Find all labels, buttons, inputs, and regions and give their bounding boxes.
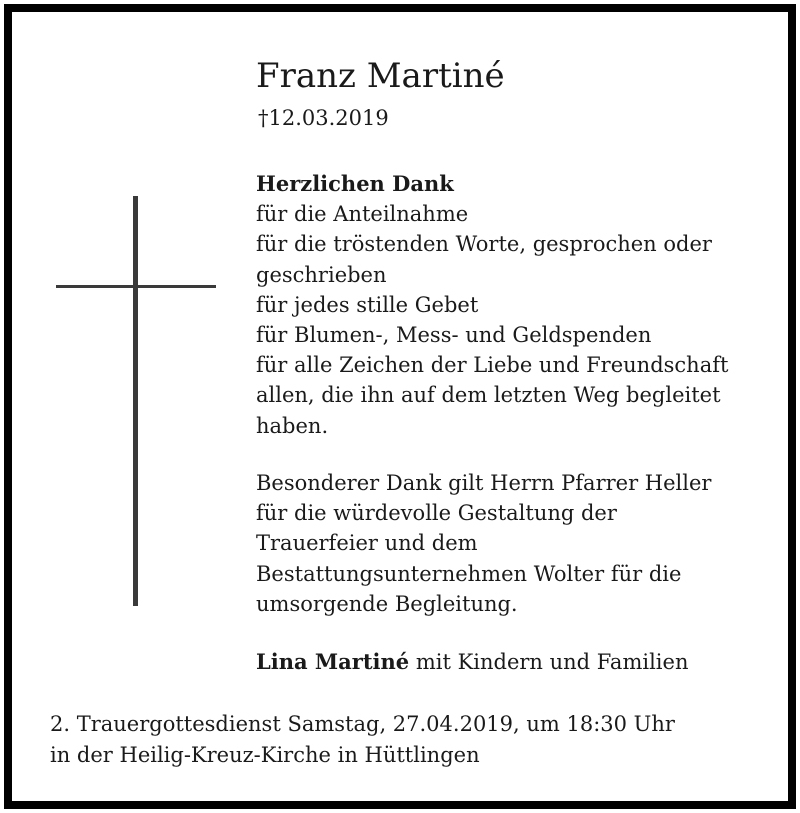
death-date: †12.03.2019 (258, 106, 389, 130)
service-line: 2. Trauergottesdienst Samstag, 27.04.2019, um 18:30 Uhr (50, 712, 675, 736)
thanks-line: für die Anteilnahme (256, 202, 469, 227)
thanks-heading: Herzlichen Dank (256, 171, 454, 196)
thanks-line: haben. (256, 413, 329, 438)
deceased-name: Franz Martiné (256, 56, 505, 96)
thanks-section (256, 169, 728, 441)
obituary-card (4, 4, 796, 809)
thanks-line: für jedes stille Gebet (256, 292, 479, 317)
signature-name: Lina Martiné (256, 649, 410, 674)
special-thanks-section (256, 468, 711, 619)
signature-rest: mit Kindern und Familien (409, 650, 689, 674)
thanks-line: geschrieben (256, 262, 387, 287)
signature (256, 647, 688, 677)
special-thanks-line: Besonderer Dank gilt Herrn Pfarrer Heller (256, 471, 712, 495)
special-thanks-line: umsorgende Begleitung. (256, 591, 518, 616)
special-thanks-line: Bestattungsunternehmen Wolter für die (256, 561, 682, 586)
thanks-line: für alle Zeichen der Liebe und Freundschaft (256, 353, 729, 378)
thanks-line: allen, die ihn auf dem letzten Weg begleitet (256, 383, 721, 408)
cross-horizontal-bar (56, 285, 216, 288)
cross-vertical-bar (133, 196, 138, 606)
thanks-line: für Blumen-, Mess- und Geldspenden (256, 323, 652, 348)
special-thanks-line: für die würdevolle Gestaltung der (256, 501, 617, 526)
service-line: in der Heilig-Kreuz-Kirche in Hüttlingen (50, 742, 480, 767)
special-thanks-line: Trauerfeier und dem (256, 531, 478, 556)
thanks-line: für die tröstenden Worte, gesprochen oder (256, 232, 712, 257)
service-notice (50, 709, 675, 770)
signature-line (256, 647, 688, 677)
